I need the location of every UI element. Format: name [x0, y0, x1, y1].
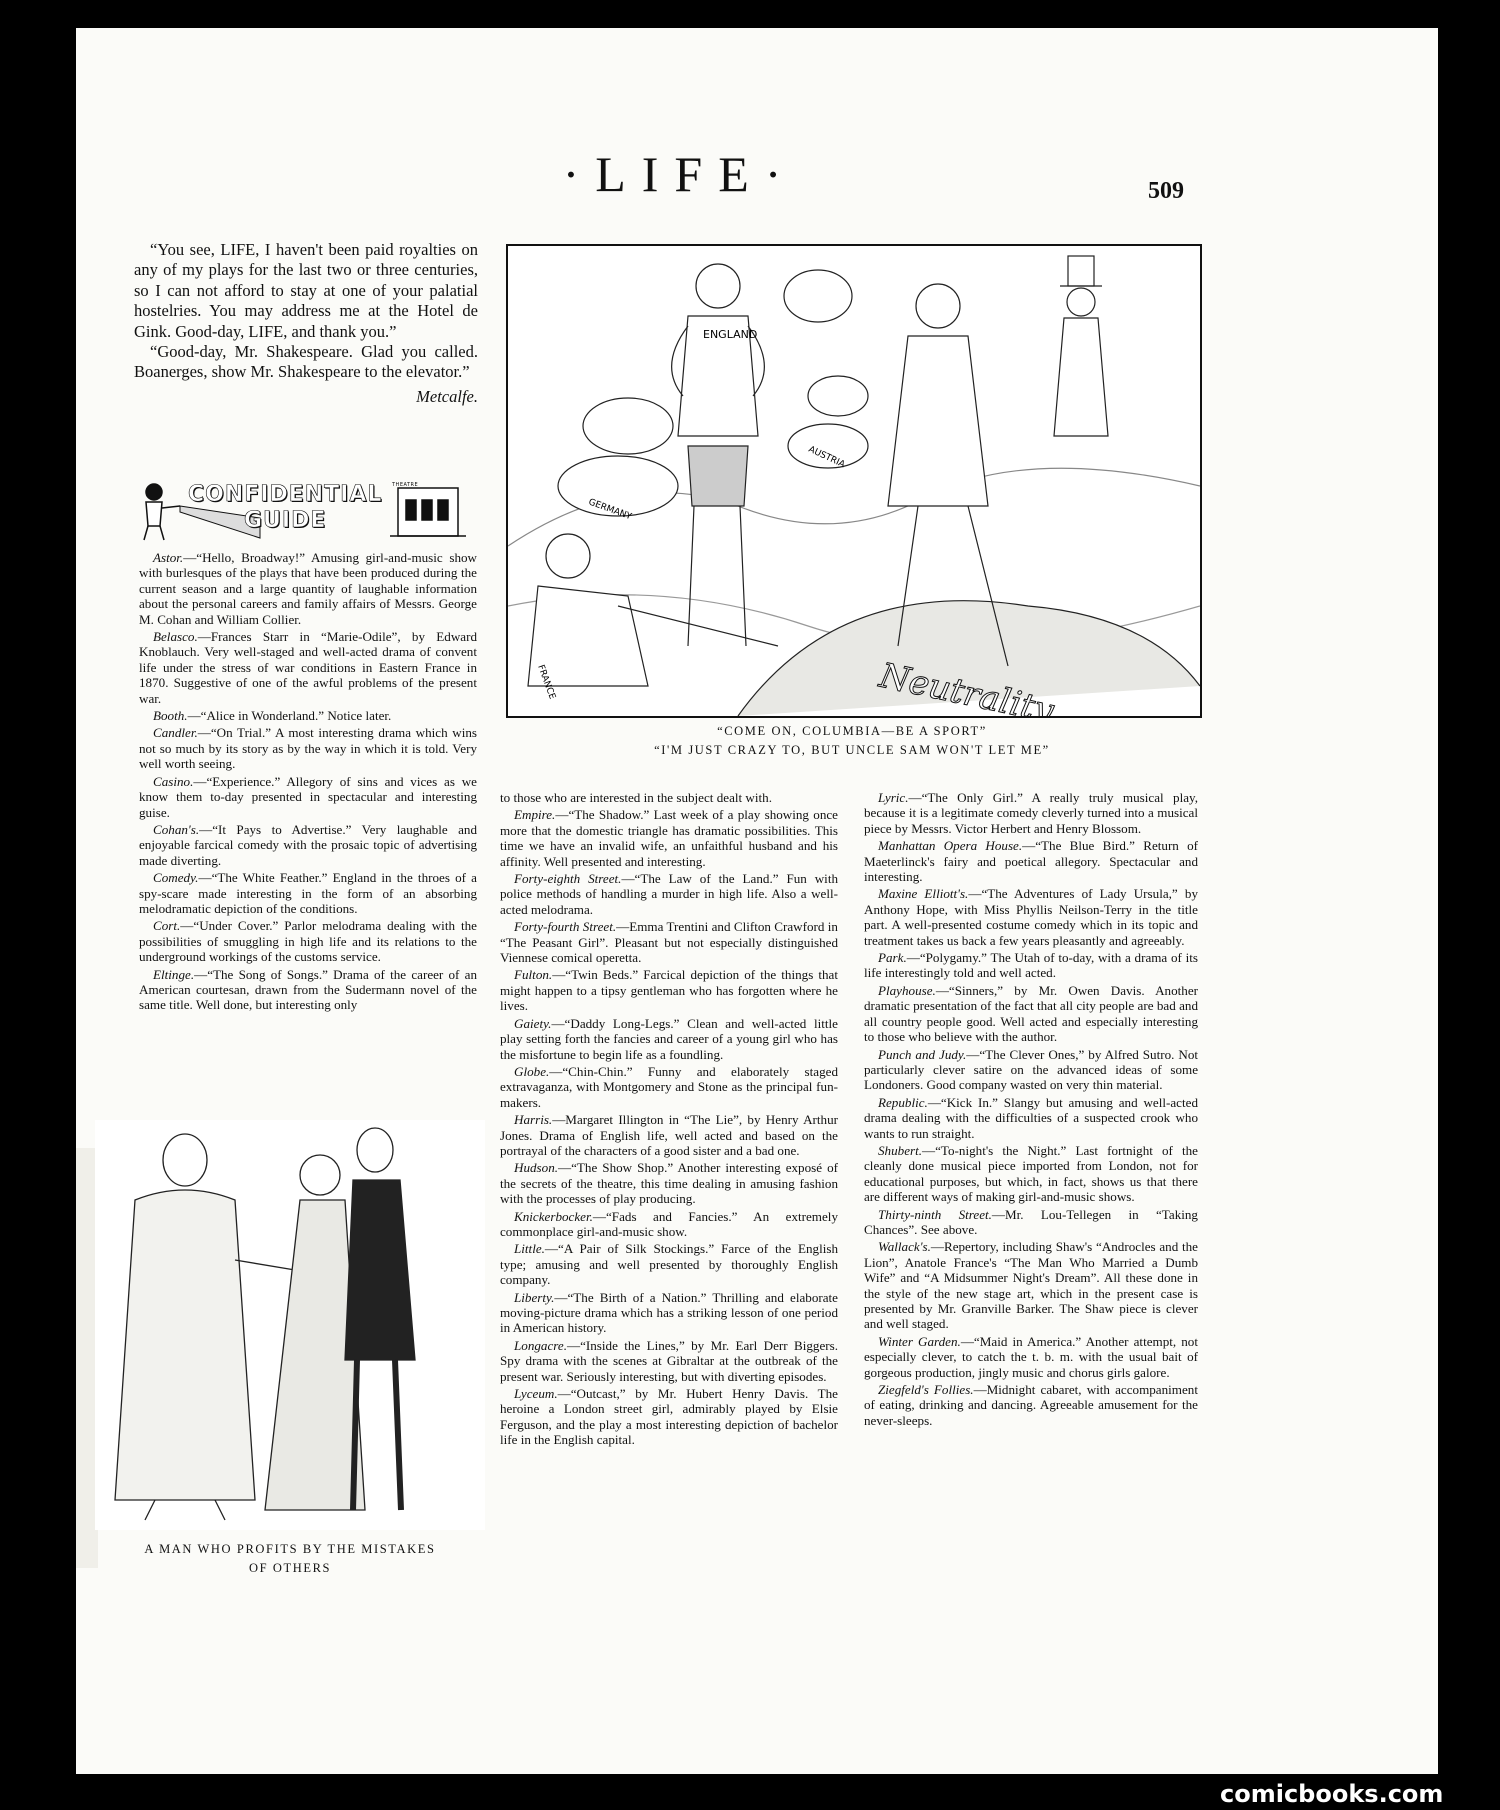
intro-text: [134, 240, 478, 407]
theatre-listing: [139, 725, 477, 771]
theatre-listing: [139, 774, 477, 820]
theatre-listing: [139, 822, 477, 868]
mistakes-cartoon: [95, 1120, 485, 1530]
caption-line: OF OTHERS: [248, 1561, 332, 1575]
listing-column-2: [500, 790, 838, 1450]
fighting-figures: [784, 270, 852, 322]
theatre-listing: [500, 790, 838, 805]
theatre-listing: [139, 918, 477, 964]
venue-name: Little.: [514, 1241, 545, 1257]
venue-name: Winter Garden.: [878, 1333, 961, 1349]
listing-text: —“Experience.” Allegory of sins and vices as we know them to-day presented in spectacular and interesting guise.: [139, 773, 477, 820]
listing-text: —“It Pays to Advertise.” Very laughable and enjoyable farcical comedy with the prosaic topic of advertising made diverting.: [139, 821, 477, 868]
venue-name: Knickerbocker.: [514, 1208, 593, 1224]
listing-text: —“The Birth of a Nation.” Thrilling and elaborate moving-picture drama which has a striking lesson of one period in American history.: [500, 1289, 838, 1336]
theatre-listing: [139, 629, 477, 706]
listing-text: —“Polygamy.” The Utah of to-day, with a drama of its life interestingly told and well acted.: [864, 950, 1198, 981]
theatre-listing: [864, 790, 1198, 836]
theatre-listing: [864, 838, 1198, 884]
clergyman-figure: [115, 1134, 295, 1520]
listing-column-3: [864, 790, 1198, 1430]
venue-name: Globe.: [514, 1063, 550, 1079]
venue-name: Cohan's.: [153, 821, 200, 837]
venue-name: Candler.: [153, 725, 198, 741]
page-number: 509: [1148, 178, 1184, 204]
venue-name: Ziegfeld's Follies.: [878, 1382, 974, 1398]
listing-text: —“The White Feather.” England in the throes of a spy-scare made interesting in the form of an absorbing melodramatic depiction of the conditions.: [139, 870, 477, 916]
theatre-listing: [500, 967, 838, 1013]
england-label: ENGLAND: [703, 328, 758, 341]
theatre-listing: [500, 871, 838, 917]
venue-name: Forty-fourth Street.: [514, 919, 617, 935]
neutrality-label: Neutrality: [876, 655, 1058, 716]
masthead: ·LIFE·: [562, 146, 798, 202]
theatre-listing: [864, 1047, 1198, 1093]
theatre-listing: [139, 708, 477, 723]
venue-name: Comedy.: [153, 870, 199, 886]
listing-text: —“On Trial.” A most interesting drama which wins not so much by its story as by the way in which it is told. Very well worth seeing.: [139, 725, 477, 772]
france-label: FRANCE: [535, 663, 557, 701]
austria-label: AUSTRIA: [806, 444, 847, 471]
confidential-guide-heading: [140, 478, 490, 548]
listing-text: —Frances Starr in “Marie-Odile”, by Edward Knoblauch. Very well-staged and well-acted drama of convent life under the stress of war conditions in Eastern France in 1870. Suggestive of one of the awful problems of the present war.: [139, 629, 477, 706]
venue-name: Wallack's.: [878, 1239, 931, 1255]
listing-text: to those who are interested in the subject dealt with.: [500, 790, 772, 805]
theatre-listing: [864, 1382, 1198, 1428]
listing-text: —“A Pair of Silk Stockings.” Farce of the English type; amusing and well presented by thoroughly English company.: [500, 1241, 838, 1288]
listing-column-1: [139, 550, 477, 1015]
venue-name: Harris.: [514, 1112, 553, 1128]
listing-text: —“The Song of Songs.” Drama of the career of an American courtesan, drawn from the Sudermann novel of the same title. Well done, but interesting only: [139, 966, 477, 1013]
theatre-listing: [139, 550, 477, 627]
uncle-sam-figure: [1054, 256, 1108, 436]
intro-paragraph: “Good-day, Mr. Shakespeare. Glad you called. Boanerges, show Mr. Shakespeare to the elevator.”: [134, 342, 478, 382]
neutrality-cartoon-drawing: [508, 246, 1200, 716]
guide-title-line1: CONFIDENTIAL: [188, 482, 383, 507]
theatre-listing: [500, 1209, 838, 1240]
venue-name: Fulton.: [514, 967, 553, 983]
listing-text: —“Sinners,” by Mr. Owen Davis. Another dramatic presentation of the fact that all city people are bad and all country people good. Well acted and especially interesting to those who believe with the author.: [864, 982, 1198, 1045]
jester-figure-icon: [144, 484, 180, 540]
listing-text: —“The Show Shop.” Another interesting exposé of the secrets of the theatre, this time dealing in amusing fashion with the processes of play producing.: [500, 1160, 838, 1207]
guide-title-line2: GUIDE: [244, 508, 327, 533]
listing-text: —Repertory, including Shaw's “Androcles and the Lion”, Anatole France's “The Man Who Married a Dumb Wife” and “A Midsummer Night's Dream”. All these done in the style of the new stage art, which in the present case is presented by Mr. Granville Barker. The Shaw piece is clever and well staged.: [864, 1239, 1198, 1332]
theatre-sign: THEATRE: [392, 482, 419, 488]
venue-name: Eltinge.: [153, 966, 195, 982]
listing-text: —“Chin-Chin.” Funny and elaborately staged extravaganza, with Montgomery and Stone as the principal fun-makers.: [500, 1063, 838, 1110]
listing-text: —“To-night's the Night.” Last fortnight of the cleanly done musical piece imported from London, not for educational purposes, but which, in fact, shows us that there are different ways of making girl-and-music shows.: [864, 1142, 1198, 1205]
venue-name: Playhouse.: [878, 982, 936, 998]
venue-name: Gaiety.: [514, 1015, 552, 1031]
venue-name: Maxine Elliott's.: [878, 886, 969, 902]
listing-text: —“Inside the Lines,” by Mr. Earl Derr Biggers. Spy drama with the scenes at Gibraltar at the outbreak of the present war. Seriously interesting, but with diverting episodes.: [500, 1337, 838, 1384]
listing-text: —“Under Cover.” Parlor melodrama dealing with the possibilities of smuggling in high life and its relations to the underground workings of the customs service.: [139, 918, 477, 965]
theatre-listing: [864, 950, 1198, 981]
theatre-listing: [500, 1338, 838, 1384]
germany-label: GERMANY: [586, 497, 633, 523]
theatre-listing: [864, 1239, 1198, 1331]
caption-line: “COME ON, COLUMBIA—BE A SPORT”: [717, 724, 987, 738]
guide-title: [188, 482, 382, 534]
mistakes-cartoon-drawing: [95, 1120, 485, 1530]
listing-text: —“Kick In.” Slangy but amusing and well-acted drama dealing with the difficulties of a suspected crook who wants to run straight.: [864, 1094, 1198, 1141]
caption-line: A MAN WHO PROFITS BY THE MISTAKES: [144, 1542, 436, 1556]
listing-text: —Mr. Lou-Tellegen in “Taking Chances”. See above.: [864, 1206, 1198, 1237]
venue-name: Cort.: [153, 918, 181, 934]
listing-text: —“The Law of the Land.” Fun with police methods of handling a murder in high life. Also a well-acted melodrama.: [500, 871, 839, 917]
venue-name: Liberty.: [514, 1289, 555, 1305]
intro-paragraph: “You see, LIFE, I haven't been paid royalties on any of my plays for the last two or three centuries, so I can not afford to stay at one of your palatial hostelries. You may address me at the Hotel de Gink. Good-day, LIFE, and thank you.”: [134, 240, 478, 341]
venue-name: Republic.: [878, 1094, 928, 1110]
theatre-listing: [864, 1095, 1198, 1141]
venue-name: Punch and Judy.: [878, 1046, 967, 1062]
theatre-listing: [500, 919, 838, 965]
venue-name: Astor.: [153, 550, 184, 565]
listing-text: —“Daddy Long-Legs.” Clean and well-acted little play setting forth the fancies and career of a young girl who has the misfortune to begin life as a foundling.: [500, 1015, 838, 1062]
author-signature: Metcalfe.: [416, 386, 478, 406]
listing-text: —“The Adventures of Lady Ursula,” by Anthony Hope, with Miss Phyllis Neilson-Terry in the title part. A well-presented costume comedy which in its topic and treatment takes us back a few years pleasantly and agreeably.: [864, 886, 1198, 948]
theatre-listing: [500, 1064, 838, 1110]
venue-name: Lyric.: [878, 790, 909, 805]
listing-text: —“Alice in Wonderland.” Notice later.: [187, 708, 392, 724]
venue-name: Thirty-ninth Street.: [878, 1206, 992, 1222]
venue-name: Empire.: [514, 807, 556, 823]
theatre-listing: [864, 1143, 1198, 1205]
theatre-listing: [500, 1016, 838, 1062]
listing-text: —Midnight cabaret, with accompaniment of eating, drinking and dancing. Agreeable amusement for the never-sleeps.: [864, 1382, 1198, 1428]
listing-text: —“The Blue Bird.” Return of Maeterlinck's fairy and poetical allegory. Spectacular and interesting.: [864, 838, 1198, 885]
venue-name: Belasco.: [153, 629, 198, 645]
theatre-building-icon: [390, 488, 466, 536]
england-athlete-figure: [672, 264, 765, 646]
mistakes-cartoon-caption: [95, 1540, 485, 1578]
germany-figure: [558, 398, 678, 516]
venue-name: Shubert.: [878, 1142, 923, 1158]
listing-text: —Emma Trentini and Clifton Crawford in “The Peasant Girl”. Pleasant but not especially distinguished Viennese comical operetta.: [500, 919, 838, 966]
venue-name: Manhattan Opera House.: [878, 838, 1023, 854]
france-figure: [528, 534, 778, 686]
neutrality-cartoon: [506, 244, 1202, 718]
listing-text: —“The Shadow.” Last week of a play showing once more that the domestic triangle has dramatic possibilities. This time we have an invalid wife, an unfaithful husband and his affinity. Well presented and interesting.: [500, 807, 838, 869]
theatre-listing: [500, 1386, 838, 1448]
caption-line: “I'M JUST CRAZY TO, BUT UNCLE SAM WON'T LET ME”: [654, 743, 1050, 757]
theatre-listing: [500, 1290, 838, 1336]
listing-text: —“Outcast,” by Mr. Hubert Henry Davis. The heroine a London street girl, admirably played by Elsie Ferguson, and the play a most interesting depiction of bachelor life in the English capital.: [500, 1386, 838, 1448]
theatre-listing: [500, 1160, 838, 1206]
theatre-listing: [500, 1241, 838, 1287]
watermark: comicbooks.com: [1220, 1780, 1444, 1808]
theatre-listing: [864, 1207, 1198, 1238]
theatre-listing: [864, 1334, 1198, 1380]
listing-text: —“Fads and Fancies.” An extremely commonplace girl-and-music show.: [500, 1208, 838, 1239]
theatre-listing: [864, 983, 1198, 1045]
listing-text: —“Twin Beds.” Farcical depiction of the things that might happen to a tipsy gentleman who has forgotten where he lives.: [500, 967, 838, 1014]
venue-name: Forty-eighth Street.: [514, 871, 622, 887]
theatre-listing: [139, 870, 477, 916]
theatre-listing: [139, 967, 477, 1013]
listing-text: —“Hello, Broadway!” Amusing girl-and-music show with burlesques of the plays that have been produced during the current season and a large quantity of laughable information about the personal careers and family affairs of Messrs. George M. Cohan and William Collier.: [139, 550, 477, 627]
venue-name: Hudson.: [514, 1160, 559, 1176]
venue-name: Booth.: [153, 708, 188, 724]
neutrality-cartoon-caption: [506, 722, 1198, 760]
listing-text: —Margaret Illington in “The Lie”, by Henry Arthur Jones. Drama of English life, well acted and based on the portrayal of the characters of a good sister and a bad one.: [500, 1112, 838, 1158]
venue-name: Casino.: [153, 773, 194, 789]
theatre-listing: [500, 807, 838, 869]
theatre-listing: [864, 886, 1198, 948]
groom-figure: [345, 1128, 415, 1510]
venue-name: Longacre.: [514, 1337, 567, 1353]
listing-text: —“The Only Girl.” A really truly musical play, because it is a legitimate comedy cleverly turned into a musical piece by Messrs. Victor Herbert and Henry Blossom.: [864, 790, 1198, 836]
listing-text: —“The Clever Ones,” by Alfred Sutro. Not particularly clever satire on the advanced ideas of some Londoners. Good company wasted on very thin material.: [864, 1046, 1199, 1093]
listing-text: —“Maid in America.” Another attempt, not especially clever, to catch the t. b. m. with the usual bait of gorgeous production, jingly music and chorus girls galore.: [864, 1333, 1198, 1380]
venue-name: Lyceum.: [514, 1386, 558, 1402]
theatre-listing: [500, 1112, 838, 1158]
venue-name: Park.: [878, 950, 907, 966]
